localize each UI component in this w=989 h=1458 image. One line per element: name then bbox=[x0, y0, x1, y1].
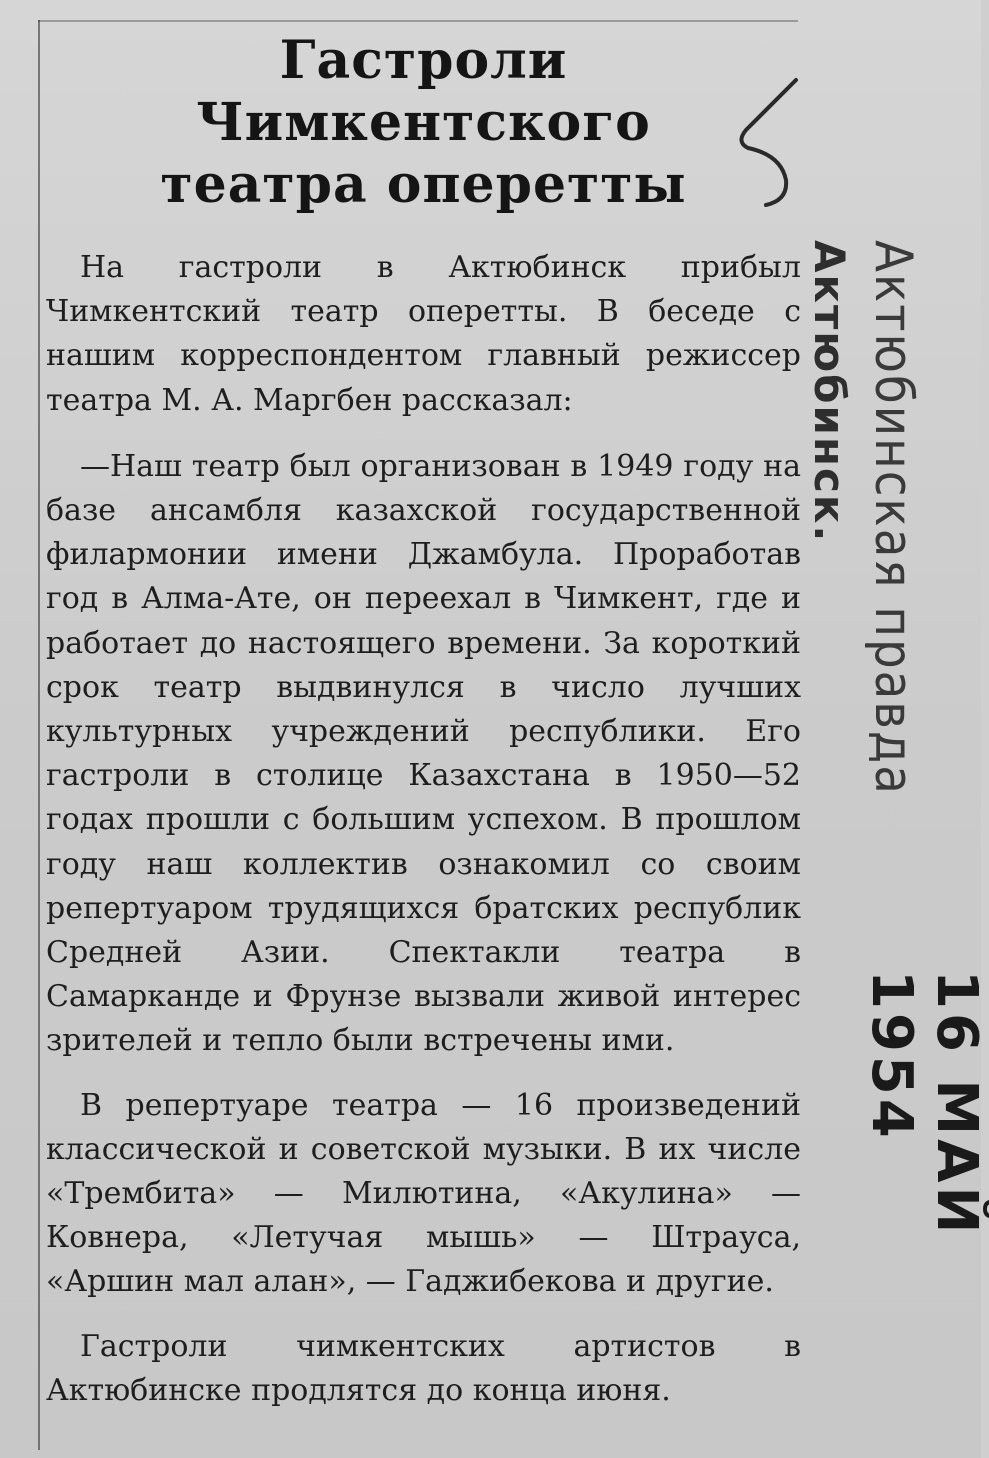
article bbox=[46, 30, 801, 1413]
paragraph-history: —Наш театр был организован в 1949 году на базе ансамбля казахской государственной филармонии имени Джамбула. Проработав год в Алма-Ате, он переехал в Чимкент, где и работает до настоящего времени. За короткий срок театр выдвинулся в число лучших культурных учреждений республики. Его гастроли в столице Казахстана в 1950—52 годах прошли с большим успехом. В прошлом году наш коллектив ознакомил со своим репертуаром трудящихся братских республик Средней Азии. Спектакли театра в Самарканде и Фрунзе вызвали живой интерес зрителей и тепло были встречены ими. bbox=[46, 448, 801, 1059]
article-headline bbox=[46, 30, 801, 216]
stamp-date: 16 МАЙ 1954 bbox=[859, 970, 989, 1238]
stamp-newspaper-name: Актюбинская правда bbox=[863, 240, 923, 796]
clipping-edge-left bbox=[38, 20, 40, 1450]
stamp-city: Актюбинск. bbox=[805, 240, 854, 544]
clipping-edge-top bbox=[38, 20, 798, 22]
paragraph-intro: На гастроли в Актюбинск прибыл Чимкентский театр оперетты. В беседе с нашим корреспондентом главный режиссер театра М. А. Маргбен рассказал: bbox=[46, 250, 801, 418]
headline-line-1: Гастроли Чимкентского bbox=[196, 30, 651, 153]
paragraph-repertoire: В репертуаре театра — 16 произведений классической и советской музыки. В их числе «Трембита» — Милютина, «Акулина» — Ковнера, «Летучая мышь» — Штрауса, «Аршин мал алан», — Гаджибекова и другие. bbox=[46, 1087, 801, 1300]
archive-stamp bbox=[805, 240, 989, 1420]
handwritten-mark-5 bbox=[726, 70, 816, 210]
paragraph-closing: Гастроли чимкентских артистов в Актюбинске продлятся до конца июня. bbox=[46, 1328, 801, 1408]
headline-line-2: театра оперетты bbox=[160, 154, 687, 215]
